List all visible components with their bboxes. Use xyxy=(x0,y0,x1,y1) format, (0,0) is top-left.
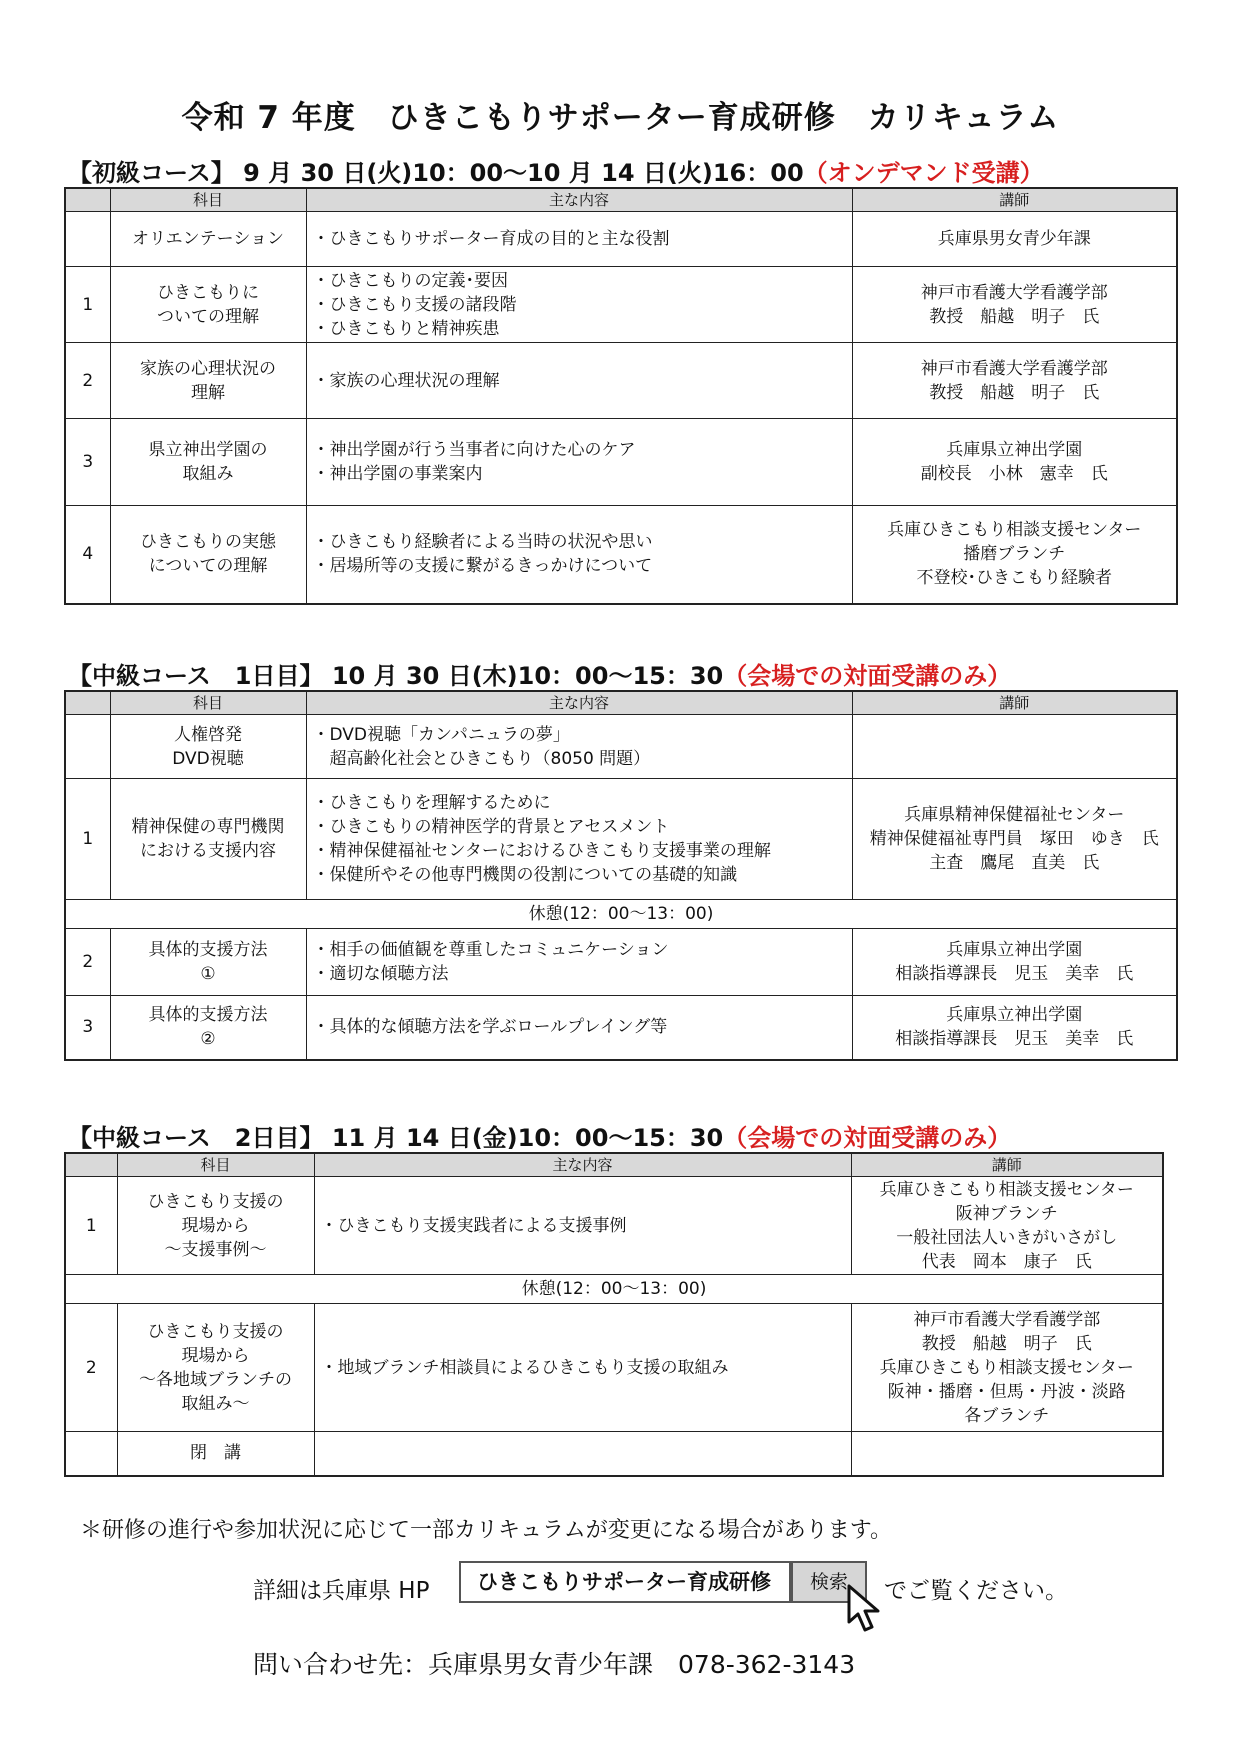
row-subject-line: 取組み xyxy=(182,464,234,484)
row-content xyxy=(306,779,852,900)
row-content xyxy=(306,419,852,506)
row-number xyxy=(65,1432,117,1476)
course3-heading xyxy=(68,1118,1011,1153)
row-lecturer-line: 兵庫県立神出学園 xyxy=(946,940,1083,960)
row-lecturer-line: 不登校･ひきこもり経験者 xyxy=(916,568,1112,589)
table-row xyxy=(65,715,1177,779)
row-number: 1 xyxy=(65,779,110,900)
row-subject-line: 理解 xyxy=(191,382,225,403)
row-subject-line: ～支援事例～ xyxy=(164,1239,267,1260)
row-lecturer xyxy=(852,715,1177,779)
course1-heading-text: 【初級コース】 9 月 30 日(火)10：00～10 月 14 日(火)16：00 xyxy=(68,159,804,187)
header-content: 主な内容 xyxy=(306,188,852,212)
table-row xyxy=(65,779,1177,900)
row-lecturer xyxy=(851,1432,1163,1476)
row-content xyxy=(306,996,852,1060)
hp-after-text: でご覧ください。 xyxy=(884,1578,1068,1604)
row-lecturer-line: 主査 鷹尾 直美 氏 xyxy=(929,853,1100,873)
row-lecturer-line: 播磨ブランチ xyxy=(963,544,1066,565)
row-lecturer-line: 教授 船越 明子 氏 xyxy=(921,1333,1092,1354)
row-lecturer-line: 兵庫県立神出学園 xyxy=(946,1005,1083,1026)
row-subject-line: ② xyxy=(200,1029,216,1050)
course1-heading xyxy=(68,153,1044,188)
table-header-row xyxy=(65,691,1177,715)
row-content-line: ・ひきこもりの定義･要因 xyxy=(312,270,508,291)
row-lecturer xyxy=(852,212,1177,267)
row-content-line: ・ひきこもりと精神疾患 xyxy=(312,318,500,339)
course3-heading-note: （会場での対面受講のみ） xyxy=(723,1124,1012,1152)
course2-heading xyxy=(68,656,1011,691)
header-lecturer: 講師 xyxy=(852,691,1177,715)
row-number: 2 xyxy=(65,1304,117,1432)
row-lecturer xyxy=(852,506,1177,604)
table-row xyxy=(65,212,1177,267)
change-note: ＊研修の進行や参加状況に応じて一部カリキュラムが変更になる場合があります。 xyxy=(80,1518,893,1543)
table-row xyxy=(65,1432,1163,1476)
row-subject xyxy=(117,1304,314,1432)
row-content-line: ・相手の価値観を尊重したコミュニケーション xyxy=(312,940,669,960)
row-content-line: ・具体的な傾聴方法を学ぶロールプレイング等 xyxy=(312,1017,668,1038)
row-content-line: ・ひきこもり経験者による当時の状況や思い xyxy=(312,532,653,553)
row-subject-line: DVD視聴 xyxy=(172,748,244,769)
row-lecturer-line: 一般社団法人いきがいさがし xyxy=(896,1227,1118,1248)
table-row xyxy=(65,1304,1163,1432)
row-content xyxy=(306,929,852,996)
table-row xyxy=(65,506,1177,604)
row-number: 3 xyxy=(65,419,110,506)
row-content-line: ・ひきこもりサポーター育成の目的と主な役割 xyxy=(312,229,670,249)
row-lecturer-line: 精神保健福祉専門員 塚田 ゆき 氏 xyxy=(869,829,1159,849)
row-content xyxy=(314,1177,851,1275)
row-lecturer-line: 兵庫ひきこもり相談支援センター xyxy=(879,1357,1134,1378)
row-content-line: ・適切な傾聴方法 xyxy=(312,964,449,984)
row-subject xyxy=(110,267,306,343)
row-content-line: ・家族の心理状況の理解 xyxy=(312,370,500,391)
row-subject-line: 家族の心理状況の xyxy=(140,358,276,379)
row-lecturer-line: 教授 船越 明子 氏 xyxy=(929,306,1100,327)
table-row xyxy=(65,343,1177,419)
row-content xyxy=(306,506,852,604)
row-lecturer-line: 副校長 小林 憲幸 氏 xyxy=(920,464,1108,484)
row-content-line: ・ひきこもりの精神医学的背景とアセスメント xyxy=(312,817,670,837)
row-lecturer xyxy=(852,267,1177,343)
row-lecturer-line: 相談指導課長 児玉 美幸 氏 xyxy=(895,1029,1134,1050)
header-subject: 科目 xyxy=(110,691,306,715)
row-content xyxy=(314,1432,851,1476)
header-subject: 科目 xyxy=(110,188,306,212)
row-subject xyxy=(110,715,306,779)
row-lecturer-line: 兵庫県立神出学園 xyxy=(946,440,1083,460)
header-num xyxy=(65,691,110,715)
header-lecturer: 講師 xyxy=(851,1153,1163,1177)
row-lecturer xyxy=(852,419,1177,506)
course2-heading-text: 【中級コース 1日目】 10 月 30 日(木)10：00～15：30 xyxy=(68,662,724,690)
header-num xyxy=(65,188,110,212)
row-subject-line: ひきこもり支援の xyxy=(147,1191,284,1212)
row-subject xyxy=(117,1177,314,1275)
row-lecturer xyxy=(851,1304,1163,1432)
row-number: 3 xyxy=(65,996,110,1060)
row-lecturer-line: 神戸市看護大学看護学部 xyxy=(920,282,1108,303)
row-subject xyxy=(110,506,306,604)
table-row xyxy=(65,267,1177,343)
contact-info: 問い合わせ先：兵庫県男女青少年課 078-362-3143 xyxy=(253,1650,856,1679)
search-button[interactable]: 検索 xyxy=(791,1561,867,1603)
course1-table xyxy=(64,187,1178,605)
row-number: 2 xyxy=(65,343,110,419)
header-subject: 科目 xyxy=(117,1153,314,1177)
course2-table xyxy=(64,690,1178,1061)
table-row xyxy=(65,996,1177,1060)
row-subject xyxy=(110,996,306,1060)
row-lecturer-line: 神戸市看護大学看護学部 xyxy=(913,1309,1101,1330)
row-lecturer-line: 兵庫県精神保健福祉センター xyxy=(904,805,1125,825)
row-number: 1 xyxy=(65,1177,117,1275)
row-content xyxy=(306,267,852,343)
row-lecturer xyxy=(851,1177,1163,1275)
row-content xyxy=(306,715,852,779)
row-number: 2 xyxy=(65,929,110,996)
header-lecturer: 講師 xyxy=(852,188,1177,212)
row-subject-line: 精神保健の専門機関 xyxy=(131,817,285,837)
row-content-line: ・精神保健福祉センターにおけるひきこもり支援事業の理解 xyxy=(312,841,771,861)
row-content xyxy=(306,212,852,267)
row-content-line: ・神出学園が行う当事者に向けた心のケア xyxy=(312,440,636,460)
row-content xyxy=(314,1304,851,1432)
row-number xyxy=(65,715,110,779)
row-content xyxy=(306,343,852,419)
row-subject xyxy=(110,929,306,996)
row-subject-line: ひきこもり支援の xyxy=(147,1321,284,1342)
row-lecturer xyxy=(852,996,1177,1060)
row-lecturer-line: 教授 船越 明子 氏 xyxy=(929,382,1100,403)
row-content-line: ・地域ブランチ相談員によるひきこもり支援の取組み xyxy=(320,1357,729,1378)
row-content-line: ・ひきこもり支援実践者による支援事例 xyxy=(320,1215,627,1236)
row-number: 4 xyxy=(65,506,110,604)
header-num xyxy=(65,1153,117,1177)
table-row xyxy=(65,929,1177,996)
row-lecturer-line: 阪神ブランチ xyxy=(955,1203,1058,1224)
hp-label: 詳細は兵庫県 HP xyxy=(253,1578,430,1604)
row-subject-line: 取組み～ xyxy=(181,1393,250,1414)
header-content: 主な内容 xyxy=(306,691,852,715)
course3-table xyxy=(64,1152,1164,1477)
table-header-row xyxy=(65,188,1177,212)
row-content-line: ・神出学園の事業案内 xyxy=(312,464,483,484)
page-title: 令和 7 年度 ひきこもりサポーター育成研修 カリキュラム xyxy=(181,100,1060,136)
row-lecturer xyxy=(852,929,1177,996)
row-subject-line: 現場から xyxy=(181,1215,250,1236)
row-lecturer-line: 神戸市看護大学看護学部 xyxy=(920,358,1108,379)
row-subject-line: 人権啓発 xyxy=(174,724,242,745)
search-box[interactable]: ひきこもりサポーター育成研修 xyxy=(459,1561,791,1603)
row-subject xyxy=(110,779,306,900)
table-header-row xyxy=(65,1153,1163,1177)
row-lecturer-line: 阪神・播磨・但馬・丹波・淡路 xyxy=(887,1381,1126,1402)
row-content-line: ・居場所等の支援に繋がるきっかけについて xyxy=(312,556,653,577)
course1-heading-note: （オンデマンド受講） xyxy=(803,159,1044,187)
row-subject-line: についての理解 xyxy=(148,556,268,577)
row-subject-line: における支援内容 xyxy=(140,841,276,861)
break-label: 休憩(12：00～13：00) xyxy=(65,900,1177,929)
break-row xyxy=(65,900,1177,929)
row-number: 1 xyxy=(65,267,110,343)
course3-heading-text: 【中級コース 2日目】 11 月 14 日(金)10：00～15：30 xyxy=(68,1124,724,1152)
mouse-pointer-icon xyxy=(845,1584,889,1634)
row-content-line: ・ひきこもり支援の諸段階 xyxy=(312,294,517,315)
table-row xyxy=(65,1177,1163,1275)
row-subject-line: ① xyxy=(200,964,216,984)
row-subject-line: 具体的支援方法 xyxy=(148,940,268,960)
row-lecturer-line: 兵庫県男女青少年課 xyxy=(937,229,1091,249)
row-subject-line: ついての理解 xyxy=(157,306,259,327)
row-subject xyxy=(110,419,306,506)
row-subject-line: ～各地域ブランチの xyxy=(139,1369,292,1390)
row-subject-line: 現場から xyxy=(181,1345,250,1366)
break-row xyxy=(65,1275,1163,1304)
row-subject-line: ひきこもりの実態 xyxy=(140,532,276,553)
row-lecturer-line: 各ブランチ xyxy=(964,1405,1050,1426)
break-label: 休憩(12：00～13：00) xyxy=(65,1275,1163,1304)
row-content-line: ・DVD視聴「カンパニュラの夢」 xyxy=(312,724,570,745)
row-lecturer-line: 相談指導課長 児玉 美幸 氏 xyxy=(895,964,1134,984)
course2-heading-note: （会場での対面受講のみ） xyxy=(723,662,1012,690)
row-lecturer-line: 代表 岡本 康子 氏 xyxy=(921,1251,1092,1272)
row-subject-line: ひきこもりに xyxy=(157,282,259,303)
row-lecturer-line: 兵庫ひきこもり相談支援センター xyxy=(879,1179,1134,1200)
row-subject-line: オリエンテーション xyxy=(132,229,284,249)
row-number xyxy=(65,212,110,267)
row-lecturer xyxy=(852,343,1177,419)
row-subject-line: 県立神出学園の xyxy=(148,440,268,460)
row-subject xyxy=(110,212,306,267)
row-lecturer-line: 兵庫ひきこもり相談支援センター xyxy=(887,520,1142,541)
row-subject-line: 閉 講 xyxy=(190,1443,241,1464)
row-content-line: ・ひきこもりを理解するために xyxy=(312,793,551,813)
row-content-line: ・保健所やその他専門機関の役割についての基礎的知識 xyxy=(312,865,738,885)
row-subject xyxy=(117,1432,314,1476)
row-subject-line: 具体的支援方法 xyxy=(148,1005,268,1026)
header-content: 主な内容 xyxy=(314,1153,851,1177)
row-subject xyxy=(110,343,306,419)
table-row xyxy=(65,419,1177,506)
row-lecturer xyxy=(852,779,1177,900)
row-content-line: 超高齢化社会とひきこもり（8050 問題） xyxy=(312,748,651,769)
